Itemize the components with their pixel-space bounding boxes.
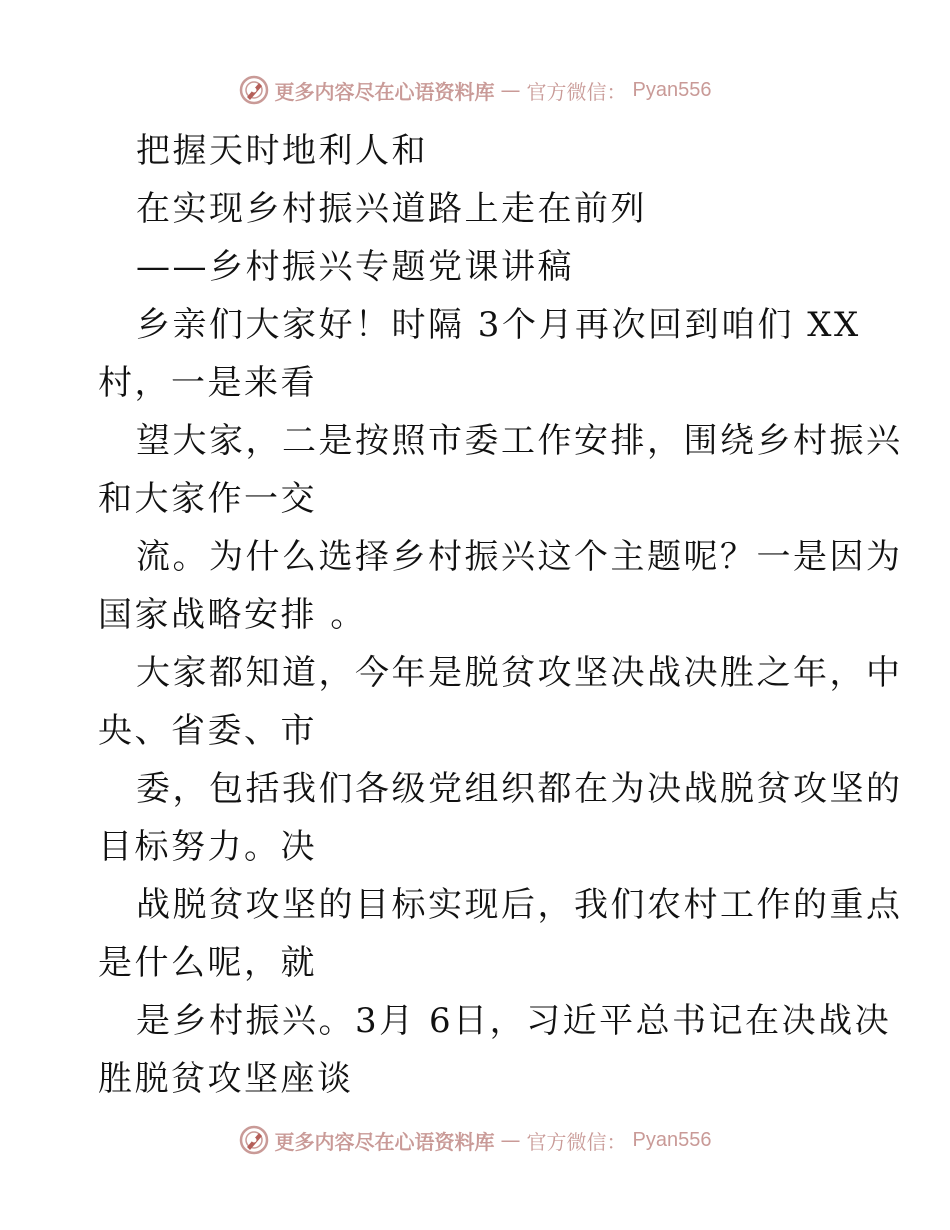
- doc-text-line: 和大家作一交: [98, 479, 317, 519]
- doc-text-line: 是乡村振兴。3月 6日，习近平总书记在决战决: [136, 1001, 892, 1041]
- doc-text-line: 国家战略安排 。: [98, 595, 367, 635]
- seal-logo-icon: [239, 1125, 269, 1155]
- watermark-brand: 更多内容尽在心语资料库: [274, 79, 495, 104]
- doc-text-line: 是什么呢，就: [98, 943, 317, 983]
- doc-text-line: 央、省委、市: [98, 711, 317, 751]
- seal-logo-icon: [239, 75, 269, 105]
- document-body: [98, 122, 903, 1108]
- doc-text-line: 村，一是来看: [98, 363, 317, 403]
- doc-text-line: 乡亲们大家好！时隔 3个月再次回到咱们 XX: [136, 305, 861, 345]
- watermark-separator: —: [500, 1128, 521, 1152]
- doc-text-line: 胜脱贫攻坚座谈: [98, 1059, 354, 1099]
- doc-text-line: 目标努力。决: [98, 827, 317, 867]
- watermark-separator: —: [500, 78, 521, 102]
- doc-text-line: 流。为什么选择乡村振兴这个主题呢？一是因为: [136, 537, 903, 577]
- watermark-brand: 更多内容尽在心语资料库: [274, 1129, 495, 1154]
- watermark-wechat-label: 官方微信：: [526, 1129, 627, 1154]
- doc-title-line-1: 把握天时地利人和: [136, 131, 428, 171]
- doc-subtitle: ——乡村振兴专题党课讲稿: [136, 247, 574, 287]
- doc-text-line: 大家都知道，今年是脱贫攻坚决战决胜之年，中: [136, 653, 903, 693]
- doc-text-line: 望大家，二是按照市委工作安排，围绕乡村振兴: [136, 421, 903, 461]
- doc-title-line-2: 在实现乡村振兴道路上走在前列: [136, 189, 647, 229]
- watermark-wechat-id: Pyan556: [632, 1128, 712, 1151]
- watermark-wechat-label: 官方微信：: [526, 79, 627, 104]
- footer-watermark: [0, 1120, 950, 1160]
- watermark-wechat-id: Pyan556: [632, 78, 712, 101]
- doc-text-line: 战脱贫攻坚的目标实现后，我们农村工作的重点: [136, 885, 903, 925]
- header-watermark: [0, 70, 950, 110]
- doc-text-line: 委，包括我们各级党组织都在为决战脱贫攻坚的: [136, 769, 903, 809]
